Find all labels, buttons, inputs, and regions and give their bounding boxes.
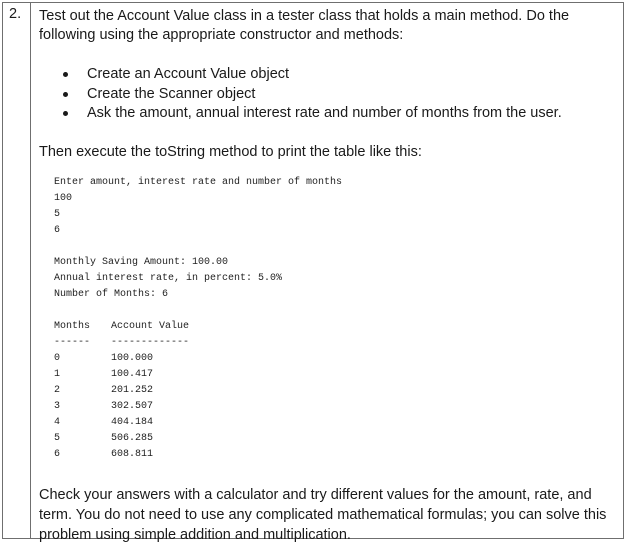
console-input: 6 <box>54 225 61 236</box>
then-text: Then execute the toString method to print the table like this: <box>39 144 422 160</box>
bullet-item: Ask the amount, annual interest rate and number of months from the user. <box>63 104 562 124</box>
table-cell-value: 404.184 <box>111 417 154 428</box>
bullet-dot-icon <box>63 111 68 116</box>
console-summary-line: Number of Months: 6 <box>54 289 169 300</box>
console-input: 5 <box>54 209 61 220</box>
outro-text: Check your answers with a calculator and try different values for the amount, rate, and term. You do not need to use any complicated mathematical formulas; you can solve this problem using simple addition and multiplication. <box>39 487 607 543</box>
table-cell-value: 201.252 <box>111 385 154 396</box>
table-header-value: Account Value <box>111 321 190 332</box>
table-cell-value: 100.000 <box>111 353 154 364</box>
table-rule-value: ------------- <box>111 337 190 348</box>
console-input: 100 <box>54 193 73 204</box>
question-frame <box>2 2 624 543</box>
table-cell-value: 100.417 <box>111 369 154 380</box>
table-header-months: Months <box>54 321 91 332</box>
table-cell-month: 0 <box>54 353 61 364</box>
table-cell-value: 302.507 <box>111 401 154 412</box>
bullet-dot-icon <box>63 72 68 77</box>
table-cell-value: 608.811 <box>111 449 154 460</box>
console-summary-line: Monthly Saving Amount: 100.00 <box>54 257 229 268</box>
intro-text: Test out the Account Value class in a tester class that holds a main method. Do the following using the appropriate constructor and methods: <box>39 8 570 43</box>
console-prompt: Enter amount, interest rate and number of months <box>54 177 343 188</box>
console-summary-line: Annual interest rate, in percent: 5.0% <box>54 273 283 284</box>
bullet-item: Create the Scanner object <box>63 85 562 105</box>
bullet-dot-icon <box>63 92 68 97</box>
table-cell-month: 5 <box>54 433 61 444</box>
table-cell-month: 6 <box>54 449 61 460</box>
table-cell-month: 1 <box>54 369 61 380</box>
table-rule-months: ------ <box>54 337 91 348</box>
bullet-list <box>63 65 562 124</box>
table-cell-month: 3 <box>54 401 61 412</box>
table-cell-month: 2 <box>54 385 61 396</box>
table-cell-value: 506.285 <box>111 433 154 444</box>
number-column <box>3 3 31 538</box>
table-cell-month: 4 <box>54 417 61 428</box>
item-number: 2. <box>9 6 22 22</box>
bullet-item: Create an Account Value object <box>63 65 562 85</box>
